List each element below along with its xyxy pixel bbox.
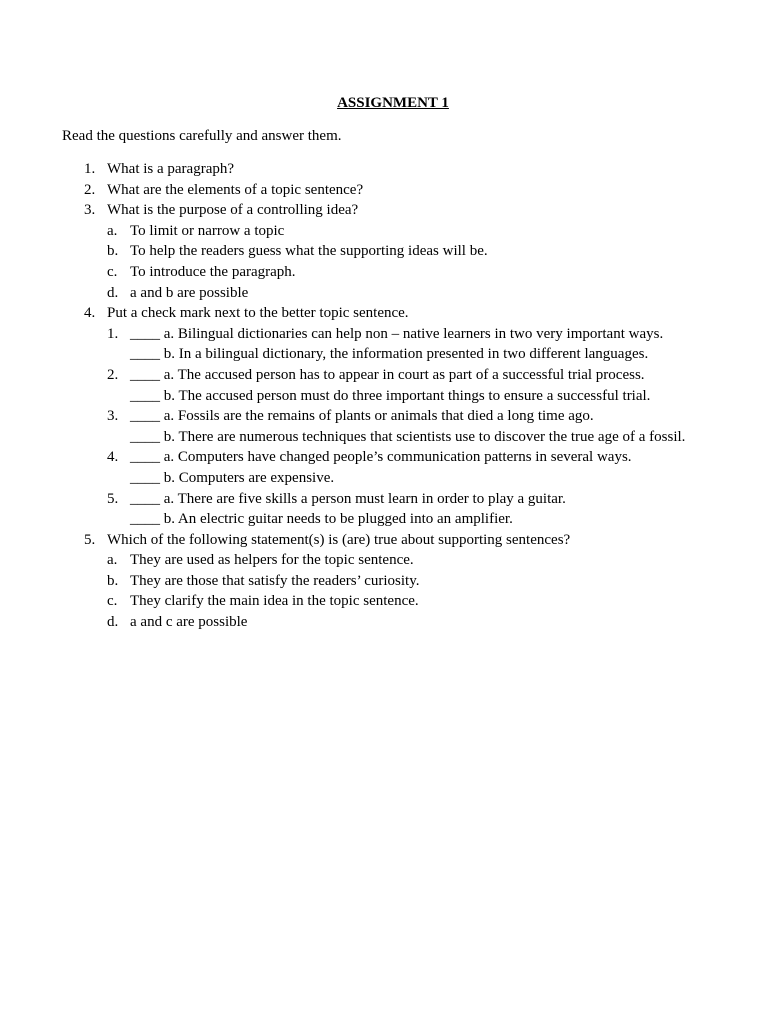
question-text: What are the elements of a topic sentence? [107, 181, 364, 198]
sentence-option-b: ____ b. There are numerous techniques that scientists use to discover the true age of a fossil. [130, 428, 686, 445]
question-number: 3. [84, 202, 96, 219]
sentence-option-a: ____ a. The accused person has to appear in court as part of a successful trial process. [130, 366, 645, 383]
sentence-option-a: ____ a. Computers have changed people’s communication patterns in several ways. [130, 449, 632, 466]
sentence-pair-option-a [0, 324, 768, 345]
option-text: They clarify the main idea in the topic sentence. [130, 593, 419, 610]
sentence-option-a: ____ a. Fossils are the remains of plants or animals that died a long time ago. [130, 408, 594, 425]
option-item [0, 612, 768, 633]
question-number: 5. [84, 531, 96, 548]
sentence-pair-option-b [0, 509, 768, 530]
question-number: 2. [84, 181, 96, 198]
question-number: 4. [84, 305, 96, 322]
sentence-pair-option-b [0, 468, 768, 489]
question-5 [0, 530, 768, 551]
pair-number: 4. [107, 449, 119, 466]
option-text: To help the readers guess what the supporting ideas will be. [130, 243, 488, 260]
option-label: d. [107, 284, 119, 301]
option-label: b. [107, 572, 119, 589]
instructions-text: Read the questions carefully and answer them. [62, 128, 342, 144]
option-text: a and c are possible [130, 614, 248, 631]
sentence-pair-option-b [0, 427, 768, 448]
option-label: b. [107, 243, 119, 260]
assignment-title: ASSIGNMENT 1 [337, 95, 449, 111]
question-text: What is a paragraph? [107, 161, 235, 177]
sentence-option-a: ____ a. There are five skills a person must learn in order to play a guitar. [130, 490, 566, 507]
option-text: They are those that satisfy the readers’ curiosity. [130, 572, 420, 589]
sentence-option-b: ____ b. In a bilingual dictionary, the information presented in two different languages. [130, 346, 649, 363]
pair-number: 3. [107, 408, 119, 425]
sentence-pair-option-a [0, 489, 768, 510]
option-label: d. [107, 614, 119, 631]
question-2 [0, 180, 768, 201]
sentence-option-b: ____ b. The accused person must do three important things to ensure a successful trial. [130, 387, 651, 404]
question-text: Which of the following statement(s) is (are) true about supporting sentences? [107, 531, 571, 548]
option-item [0, 262, 768, 283]
sentence-pair-option-b [0, 344, 768, 365]
sentence-option-a: ____ a. Bilingual dictionaries can help non – native learners in two very important ways. [130, 325, 664, 342]
question-number: 1. [84, 161, 96, 177]
option-text: a and b are possible [130, 284, 249, 301]
sentence-pair-option-b [0, 386, 768, 407]
sentence-pair-option-a [0, 406, 768, 427]
sentence-option-b: ____ b. An electric guitar needs to be plugged into an amplifier. [130, 511, 513, 528]
option-label: a. [107, 222, 118, 239]
option-item [0, 591, 768, 612]
option-item [0, 550, 768, 571]
question-text: Put a check mark next to the better topic sentence. [107, 305, 409, 322]
option-item [0, 221, 768, 242]
option-text: To limit or narrow a topic [130, 222, 285, 239]
option-item [0, 571, 768, 592]
pair-number: 5. [107, 490, 119, 507]
option-label: c. [107, 593, 118, 610]
pair-number: 1. [107, 325, 119, 342]
pair-number: 2. [107, 366, 119, 383]
question-1 [0, 159, 768, 180]
option-text: To introduce the paragraph. [130, 263, 296, 280]
option-label: c. [107, 263, 118, 280]
question-3 [0, 200, 768, 221]
option-item [0, 241, 768, 262]
sentence-pair-option-a [0, 365, 768, 386]
sentence-option-b: ____ b. Computers are expensive. [130, 469, 335, 486]
option-label: a. [107, 552, 118, 569]
question-4 [0, 303, 768, 324]
question-list [0, 159, 768, 633]
question-text: What is the purpose of a controlling idea? [107, 202, 359, 219]
option-text: They are used as helpers for the topic sentence. [130, 552, 414, 569]
sentence-pair-option-a [0, 447, 768, 468]
option-item [0, 283, 768, 304]
